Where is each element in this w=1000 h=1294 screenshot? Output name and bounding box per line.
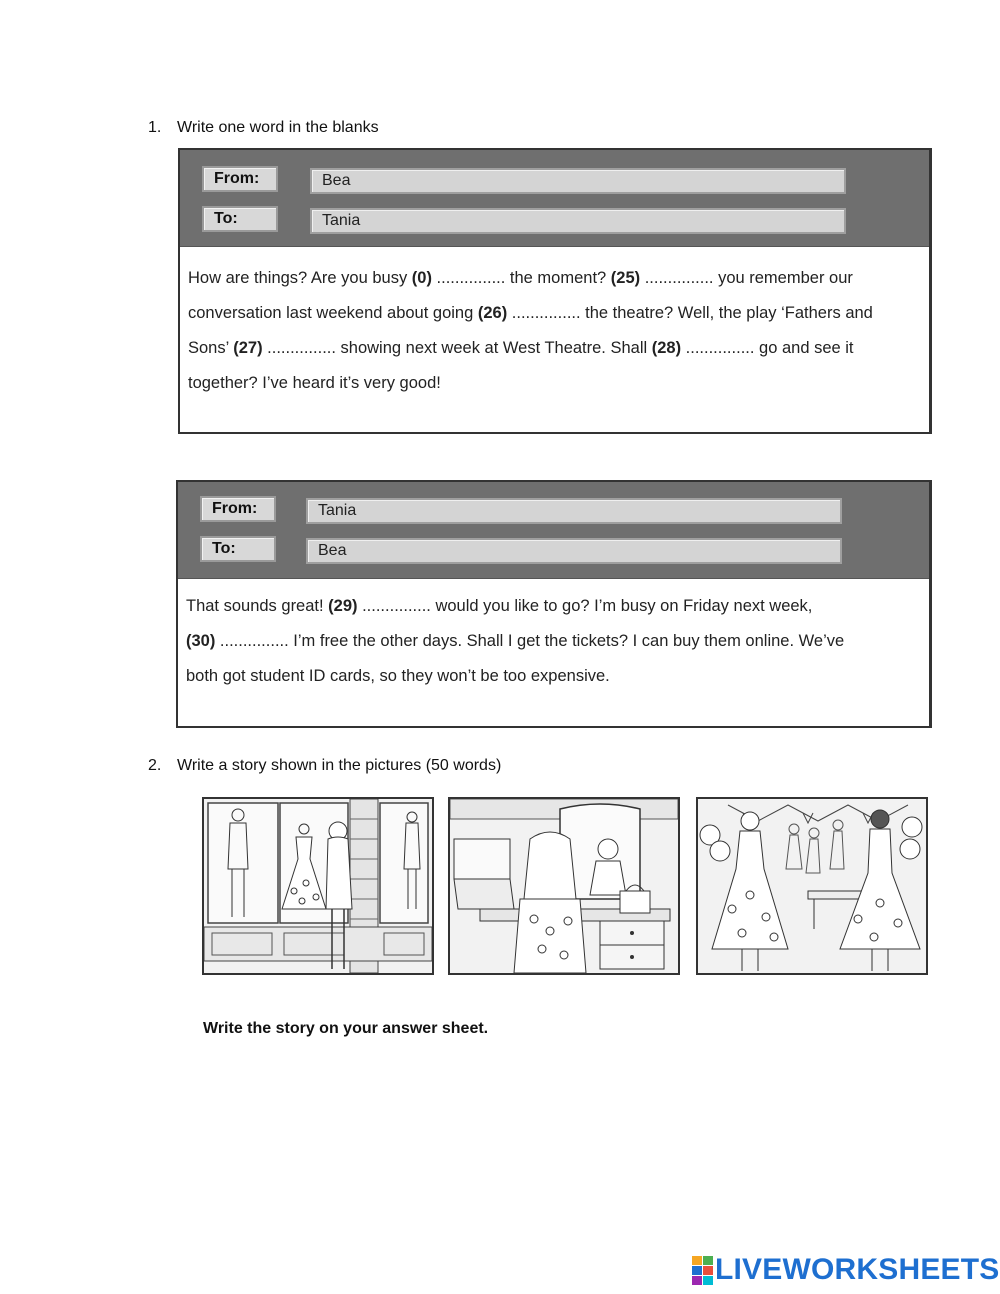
blank-number: (0)	[411, 269, 432, 287]
email-line: Sons’ (27) ............... showing next week at West Theatre. Shall (28) ............... go and see it	[188, 339, 854, 357]
answer-sheet-instruction: Write the story on your answer sheet.	[203, 1020, 489, 1037]
email-header	[178, 482, 929, 579]
email-header	[180, 150, 929, 247]
picture-mirror-room	[448, 797, 680, 975]
picture-party	[696, 797, 928, 975]
question-title: Write a story shown in the pictures (50 words)	[177, 757, 502, 774]
to-label: To:	[200, 536, 276, 562]
email-line: conversation last weekend about going (26) ............... the theatre? Well, the play ‘Fathers and	[188, 304, 873, 322]
from-label: From:	[200, 496, 276, 522]
email-line: That sounds great! (29) ............... would you like to go? I’m busy on Friday next week,	[186, 597, 813, 615]
blank-number: (30)	[186, 632, 216, 650]
liveworksheets-logo	[692, 1254, 1000, 1286]
to-field: Bea	[306, 538, 842, 564]
liveworksheets-logo-icon	[692, 1256, 712, 1284]
email-line: How are things? Are you busy (0) ............... the moment? (25) ............... you remember our	[188, 269, 853, 287]
email-line: together? I’ve heard it’s very good!	[188, 374, 441, 392]
email-card-bea-to-tania	[178, 148, 932, 434]
to-field: Tania	[310, 208, 846, 234]
to-label: To:	[202, 206, 278, 232]
blank-number: (26)	[477, 304, 508, 322]
liveworksheets-logo-text: LIVEWORKSHEETS	[715, 1253, 1000, 1286]
blank-number: (25)	[610, 269, 641, 287]
picture-shop-window	[202, 797, 434, 975]
from-field: Bea	[310, 168, 846, 194]
from-field: Tania	[306, 498, 842, 524]
email-body	[180, 247, 929, 415]
blank-number: (27)	[233, 339, 263, 357]
email-line: (30) ............... I’m free the other days. Shall I get the tickets? I can buy them online. We’ve	[186, 632, 845, 650]
question-title: Write one word in the blanks	[177, 119, 379, 136]
blank-number: (28)	[651, 339, 682, 357]
question-1-heading	[148, 119, 379, 137]
from-label: From:	[202, 166, 278, 192]
story-pictures	[202, 797, 926, 975]
email-body	[178, 579, 929, 708]
blank-number: (29)	[328, 597, 358, 615]
email-card-tania-to-bea	[176, 480, 932, 728]
email-line: both got student ID cards, so they won’t be too expensive.	[186, 667, 610, 685]
question-2-heading	[148, 757, 501, 775]
question-number: 1.	[148, 119, 162, 136]
question-number: 2.	[148, 757, 162, 774]
